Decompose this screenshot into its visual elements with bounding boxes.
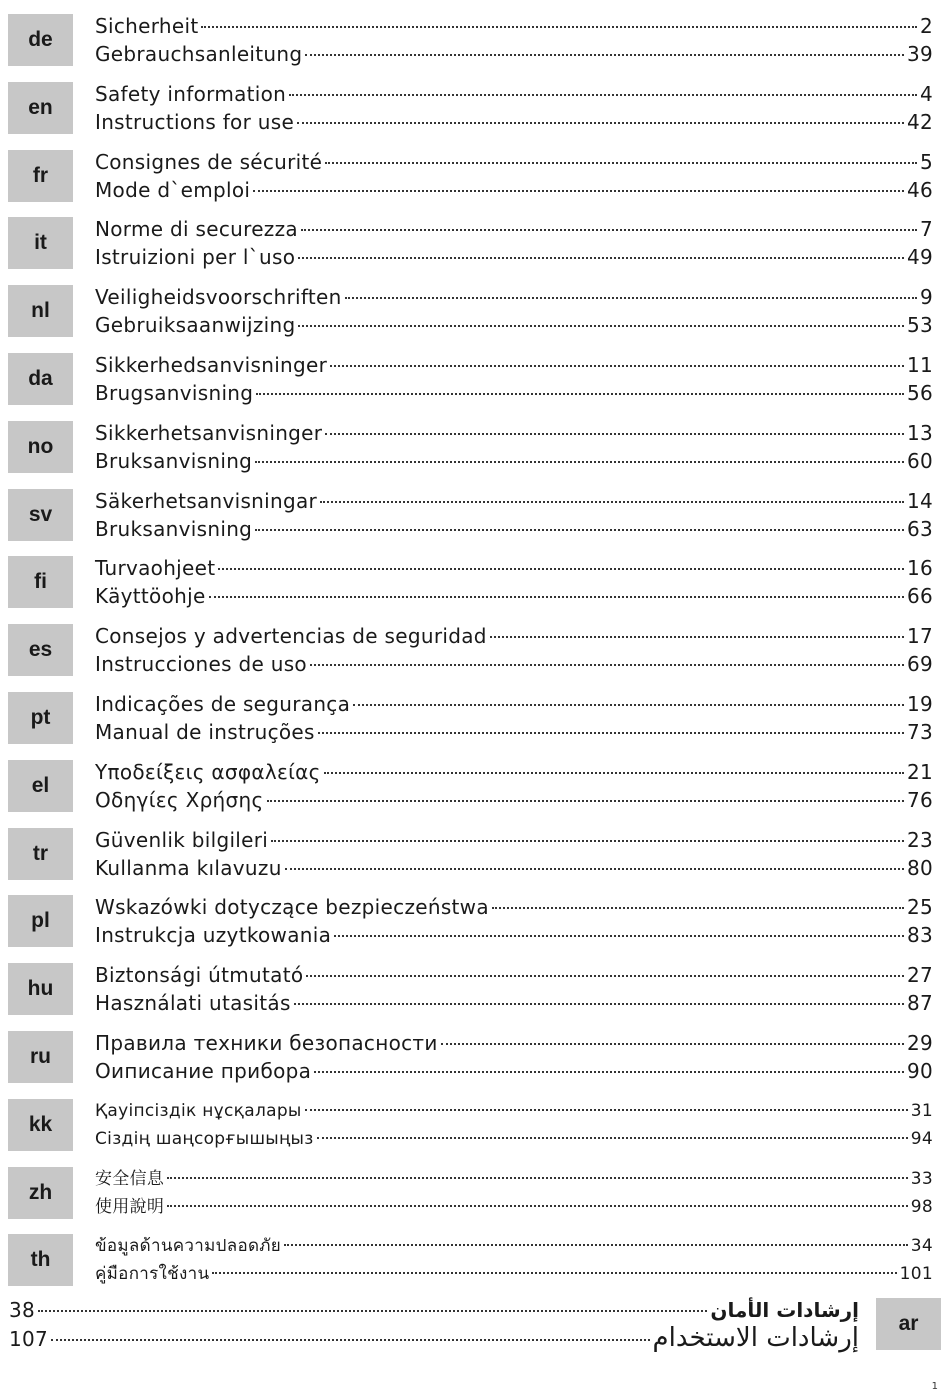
section-title: Turvaohjeet bbox=[95, 556, 216, 580]
toc-line bbox=[95, 283, 933, 311]
section-title: Norme di securezza bbox=[95, 217, 298, 241]
section-title: Сіздің шаңсорғышыңыз bbox=[95, 1129, 314, 1149]
toc-lines-th bbox=[95, 1232, 933, 1288]
toc-lines-es bbox=[95, 622, 933, 678]
toc-line bbox=[95, 447, 933, 475]
toc-entry-no bbox=[0, 421, 950, 477]
page-number-ref: 7 bbox=[919, 217, 933, 241]
leader-dots bbox=[306, 975, 904, 977]
toc-lines-fr bbox=[95, 148, 933, 204]
toc-line bbox=[95, 1260, 933, 1288]
section-title: Instrukcja uzytkowania bbox=[95, 923, 332, 947]
toc-line bbox=[95, 554, 933, 582]
page-number-ref: 39 bbox=[906, 42, 933, 66]
language-tab-tr: tr bbox=[8, 828, 73, 880]
leader-dots bbox=[492, 907, 904, 909]
toc-line bbox=[95, 989, 933, 1017]
leader-dots bbox=[441, 1043, 904, 1045]
page-number-ref: 17 bbox=[906, 624, 933, 648]
toc-entry-es bbox=[0, 624, 950, 680]
toc-lines-ar bbox=[9, 1296, 859, 1352]
leader-dots bbox=[51, 1339, 649, 1341]
page-number-ref: 5 bbox=[919, 150, 933, 174]
toc-lines-fi bbox=[95, 554, 933, 610]
page-number: 1 bbox=[931, 1381, 938, 1392]
toc-entry-nl bbox=[0, 285, 950, 341]
language-tab-fi: fi bbox=[8, 556, 73, 608]
leader-dots bbox=[330, 365, 904, 367]
section-title: Оиписание прибора bbox=[95, 1059, 312, 1083]
section-title: Manual de instruções bbox=[95, 720, 315, 744]
leader-dots bbox=[255, 461, 904, 463]
page-number-ref: 53 bbox=[906, 313, 933, 337]
section-title: Indicações de segurança bbox=[95, 692, 351, 716]
section-title: Υποδείξεις ασφαλείας bbox=[95, 760, 321, 784]
section-title: ข้อมูลด้านความปลอดภัย bbox=[95, 1236, 282, 1256]
section-title: Mode d`emploi bbox=[95, 178, 251, 202]
toc-line bbox=[95, 419, 933, 447]
language-tab-el: el bbox=[8, 760, 73, 812]
page-number-ref: 69 bbox=[906, 652, 933, 676]
page-number-ref: 13 bbox=[906, 421, 933, 445]
toc-entry-it bbox=[0, 217, 950, 273]
toc-line bbox=[95, 351, 933, 379]
language-tab-ru: ru bbox=[8, 1031, 73, 1083]
toc-lines-nl bbox=[95, 283, 933, 339]
toc-line bbox=[9, 1324, 859, 1352]
leader-dots bbox=[345, 297, 917, 299]
leader-dots bbox=[255, 529, 904, 531]
toc-entry-zh bbox=[0, 1167, 950, 1223]
leader-dots bbox=[324, 772, 904, 774]
toc-line bbox=[95, 758, 933, 786]
section-title: Οδηγίες Χρήσης bbox=[95, 788, 264, 812]
toc-line bbox=[95, 1165, 933, 1193]
toc-line bbox=[95, 311, 933, 339]
page-number-ref: 90 bbox=[906, 1059, 933, 1083]
toc-lines-pl bbox=[95, 893, 933, 949]
language-tab-es: es bbox=[8, 624, 73, 676]
toc-entry-ar bbox=[0, 1298, 950, 1354]
page-number-ref: 87 bbox=[906, 991, 933, 1015]
page-number-ref: 63 bbox=[906, 517, 933, 541]
toc-line bbox=[95, 1097, 933, 1125]
page-number-ref: 38 bbox=[9, 1298, 36, 1322]
language-tab-kk: kk bbox=[8, 1099, 73, 1151]
leader-dots bbox=[38, 1310, 707, 1312]
leader-dots bbox=[297, 122, 904, 124]
section-title: Қауіпсіздік нұсқалары bbox=[95, 1101, 302, 1121]
section-title: Consejos y advertencias de seguridad bbox=[95, 624, 487, 648]
leader-dots bbox=[305, 1109, 908, 1111]
section-title: Instrucciones de uso bbox=[95, 652, 307, 676]
toc-line bbox=[95, 718, 933, 746]
section-title: Brugsanvisning bbox=[95, 381, 254, 405]
toc-entry-pt bbox=[0, 692, 950, 748]
toc-lines-en bbox=[95, 80, 933, 136]
toc-line bbox=[95, 1232, 933, 1260]
leader-dots bbox=[284, 1244, 908, 1246]
leader-dots bbox=[289, 94, 917, 96]
section-title: Bruksanvisning bbox=[95, 517, 253, 541]
leader-dots bbox=[209, 596, 904, 598]
page-number-ref: 11 bbox=[906, 353, 933, 377]
toc-lines-kk bbox=[95, 1097, 933, 1153]
toc-entry-pl bbox=[0, 895, 950, 951]
leader-dots bbox=[253, 190, 904, 192]
page-number-ref: 33 bbox=[910, 1169, 933, 1189]
page-number-ref: 23 bbox=[906, 828, 933, 852]
language-tab-sv: sv bbox=[8, 489, 73, 541]
language-tab-ar: ar bbox=[876, 1298, 941, 1350]
toc-entry-sv bbox=[0, 489, 950, 545]
page-number-ref: 98 bbox=[910, 1197, 933, 1217]
toc-lines-el bbox=[95, 758, 933, 814]
leader-dots bbox=[218, 568, 904, 570]
leader-dots bbox=[301, 229, 917, 231]
toc-line bbox=[95, 515, 933, 543]
toc-line bbox=[95, 582, 933, 610]
page-number-ref: 19 bbox=[906, 692, 933, 716]
language-tab-no: no bbox=[8, 421, 73, 473]
toc-lines-hu bbox=[95, 961, 933, 1017]
toc-line bbox=[95, 1125, 933, 1153]
toc-lines-it bbox=[95, 215, 933, 271]
page-number-ref: 27 bbox=[906, 963, 933, 987]
toc-lines-zh bbox=[95, 1165, 933, 1221]
page-number-ref: 42 bbox=[906, 110, 933, 134]
leader-dots bbox=[267, 800, 904, 802]
toc-lines-da bbox=[95, 351, 933, 407]
leader-dots bbox=[256, 393, 904, 395]
page-number-ref: 76 bbox=[906, 788, 933, 812]
toc-entry-hu bbox=[0, 963, 950, 1019]
leader-dots bbox=[201, 26, 916, 28]
language-tab-hu: hu bbox=[8, 963, 73, 1015]
page-number-ref: 66 bbox=[906, 584, 933, 608]
leader-dots bbox=[320, 501, 904, 503]
toc-lines-de bbox=[95, 12, 933, 68]
page-number-ref: 49 bbox=[906, 245, 933, 269]
section-title: Consignes de sécurité bbox=[95, 150, 323, 174]
page-number-ref: 14 bbox=[906, 489, 933, 513]
toc-line bbox=[95, 148, 933, 176]
leader-dots bbox=[325, 162, 917, 164]
section-title: Güvenlik bilgileri bbox=[95, 828, 269, 852]
page-number-ref: 34 bbox=[910, 1236, 933, 1256]
page-number-ref: 4 bbox=[919, 82, 933, 106]
toc-line bbox=[95, 622, 933, 650]
page-number-ref: 29 bbox=[906, 1031, 933, 1055]
toc-line bbox=[95, 243, 933, 271]
toc-lines-no bbox=[95, 419, 933, 475]
toc-lines-ru bbox=[95, 1029, 933, 1085]
toc-line bbox=[95, 854, 933, 882]
language-tab-fr: fr bbox=[8, 150, 73, 202]
section-title: إرشادات الاستخدام bbox=[652, 1323, 859, 1353]
toc-line bbox=[95, 826, 933, 854]
leader-dots bbox=[310, 664, 904, 666]
toc-line bbox=[95, 108, 933, 136]
leader-dots bbox=[305, 54, 904, 56]
leader-dots bbox=[167, 1205, 908, 1207]
toc-line bbox=[95, 80, 933, 108]
toc-lines-pt bbox=[95, 690, 933, 746]
toc-entry-tr bbox=[0, 828, 950, 884]
toc-line bbox=[95, 921, 933, 949]
leader-dots bbox=[325, 433, 904, 435]
page-number-ref: 56 bbox=[906, 381, 933, 405]
leader-dots bbox=[285, 868, 904, 870]
section-title: Safety information bbox=[95, 82, 287, 106]
page-number-ref: 2 bbox=[919, 14, 933, 38]
toc-line bbox=[95, 40, 933, 68]
toc-entry-th bbox=[0, 1234, 950, 1290]
section-title: Biztonsági útmutató bbox=[95, 963, 304, 987]
page-number-ref: 94 bbox=[910, 1129, 933, 1149]
section-title: Bruksanvisning bbox=[95, 449, 253, 473]
page-number-ref: 107 bbox=[9, 1327, 49, 1351]
language-tab-it: it bbox=[8, 217, 73, 269]
page-number-ref: 101 bbox=[899, 1264, 933, 1284]
page-number-ref: 46 bbox=[906, 178, 933, 202]
section-title: Sikkerhetsanvisninger bbox=[95, 421, 323, 445]
toc-line bbox=[95, 215, 933, 243]
leader-dots bbox=[318, 732, 904, 734]
page-number-ref: 21 bbox=[906, 760, 933, 784]
leader-dots bbox=[314, 1071, 904, 1073]
page-number-ref: 60 bbox=[906, 449, 933, 473]
section-title: 安全信息 bbox=[95, 1169, 165, 1189]
toc-line bbox=[95, 1193, 933, 1221]
toc-entry-da bbox=[0, 353, 950, 409]
leader-dots bbox=[353, 704, 904, 706]
leader-dots bbox=[317, 1137, 908, 1139]
language-tab-de: de bbox=[8, 14, 73, 66]
section-title: إرشادات الأمان bbox=[710, 1298, 859, 1322]
leader-dots bbox=[334, 935, 904, 937]
section-title: คู่มือการใช้งาน bbox=[95, 1264, 210, 1284]
toc-entry-fi bbox=[0, 556, 950, 612]
leader-dots bbox=[294, 1003, 904, 1005]
section-title: Säkerhetsanvisningar bbox=[95, 489, 318, 513]
toc-entry-en bbox=[0, 82, 950, 138]
toc-entry-kk bbox=[0, 1099, 950, 1155]
toc-line bbox=[95, 487, 933, 515]
section-title: Sicherheit bbox=[95, 14, 199, 38]
section-title: Правила техники безопасности bbox=[95, 1031, 438, 1055]
page-number-ref: 16 bbox=[906, 556, 933, 580]
section-title: Wskazówki dotyczące bezpieczeństwa bbox=[95, 895, 489, 919]
toc-entry-fr bbox=[0, 150, 950, 206]
toc-line bbox=[95, 650, 933, 678]
leader-dots bbox=[298, 325, 903, 327]
toc-line bbox=[95, 961, 933, 989]
section-title: Gebrauchsanleitung bbox=[95, 42, 303, 66]
toc-line bbox=[95, 690, 933, 718]
page-number-ref: 31 bbox=[910, 1101, 933, 1121]
leader-dots bbox=[212, 1272, 896, 1274]
section-title: Istruizioni per l`uso bbox=[95, 245, 296, 269]
language-tab-th: th bbox=[8, 1234, 73, 1286]
section-title: Käyttöohje bbox=[95, 584, 206, 608]
toc-lines-sv bbox=[95, 487, 933, 543]
toc-entry-de bbox=[0, 14, 950, 70]
language-tab-pt: pt bbox=[8, 692, 73, 744]
toc-lines-tr bbox=[95, 826, 933, 882]
page-number-ref: 73 bbox=[906, 720, 933, 744]
toc-entry-ru bbox=[0, 1031, 950, 1087]
section-title: Gebruiksaanwijzing bbox=[95, 313, 296, 337]
section-title: 使用說明 bbox=[95, 1197, 165, 1217]
language-tab-da: da bbox=[8, 353, 73, 405]
toc-line bbox=[95, 893, 933, 921]
toc-line bbox=[95, 1029, 933, 1057]
page-number-ref: 80 bbox=[906, 856, 933, 880]
toc-line bbox=[95, 12, 933, 40]
toc-line bbox=[95, 1057, 933, 1085]
toc-line bbox=[95, 176, 933, 204]
toc-line bbox=[9, 1296, 859, 1324]
toc-line bbox=[95, 786, 933, 814]
page-number-ref: 83 bbox=[906, 923, 933, 947]
page-number-ref: 9 bbox=[919, 285, 933, 309]
section-title: Használati utasitás bbox=[95, 991, 291, 1015]
toc-line bbox=[95, 379, 933, 407]
section-title: Veiligheidsvoorschriften bbox=[95, 285, 342, 309]
toc-entry-el bbox=[0, 760, 950, 816]
page-number-ref: 25 bbox=[906, 895, 933, 919]
section-title: Instructions for use bbox=[95, 110, 295, 134]
leader-dots bbox=[298, 257, 904, 259]
leader-dots bbox=[490, 636, 904, 638]
language-tab-pl: pl bbox=[8, 895, 73, 947]
language-tab-en: en bbox=[8, 82, 73, 134]
section-title: Kullanma kılavuzu bbox=[95, 856, 282, 880]
leader-dots bbox=[271, 840, 904, 842]
language-tab-zh: zh bbox=[8, 1167, 73, 1219]
leader-dots bbox=[167, 1177, 908, 1179]
language-tab-nl: nl bbox=[8, 285, 73, 337]
section-title: Sikkerhedsanvisninger bbox=[95, 353, 328, 377]
